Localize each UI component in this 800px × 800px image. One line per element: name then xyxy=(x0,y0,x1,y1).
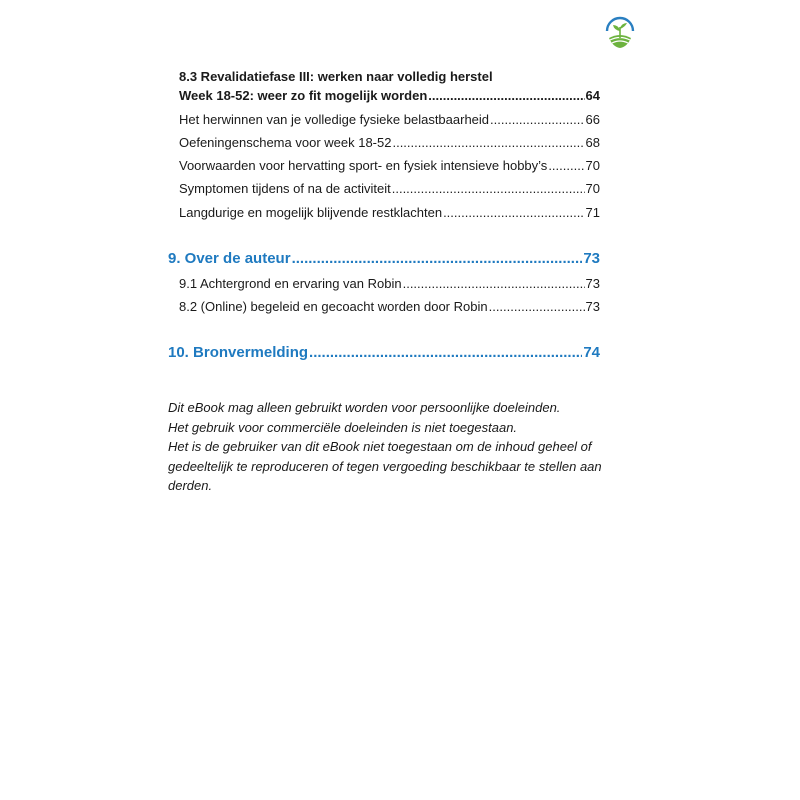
disclaimer-line: Dit eBook mag alleen gebruikt worden voor persoonlijke doeleinden. xyxy=(168,400,561,415)
disclaimer xyxy=(168,398,608,496)
toc-entry-page: 66 xyxy=(585,112,600,127)
toc-entry[interactable] xyxy=(179,112,600,127)
section-heading-8-3: 8.3 Revalidatiefase III: werken naar volledig herstel xyxy=(179,69,493,84)
toc-entry[interactable] xyxy=(179,158,600,173)
disclaimer-line: Het is de gebruiker van dit eBook niet toegestaan om de inhoud geheel of gedeeltelijk te reproduceren of tegen vergoeding beschikbaar te stellen aan derden. xyxy=(168,439,602,493)
toc-chapter-title: 10. Bronvermelding xyxy=(168,344,309,361)
disclaimer-line: Het gebruik voor commerciële doeleinden is niet toegestaan. xyxy=(168,419,518,435)
toc-entry-page: 73 xyxy=(585,276,600,291)
toc-entry[interactable] xyxy=(179,205,600,220)
toc-entry[interactable] xyxy=(179,299,600,314)
sprout-globe-icon xyxy=(603,16,637,50)
toc-entry-week-18-52[interactable] xyxy=(179,88,600,103)
toc-entry-title: Het herwinnen van je volledige fysieke belastbaarheid xyxy=(179,112,490,127)
toc-chapter-title: 9. Over de auteur xyxy=(168,250,291,267)
toc-entry-title: Symptomen tijdens of na de activiteit xyxy=(179,181,391,196)
toc-entry-title: Oefeningenschema voor week 18-52 xyxy=(179,135,392,150)
toc-chapter-9[interactable] xyxy=(168,250,600,267)
toc-chapter-page: 73 xyxy=(583,250,600,267)
toc-entry-title: 9.1 Achtergrond en ervaring van Robin xyxy=(179,276,402,291)
toc-entry[interactable] xyxy=(179,181,600,196)
toc-entry-page: 70 xyxy=(585,158,600,173)
toc-entry[interactable] xyxy=(179,276,600,291)
toc-entry-title: Voorwaarden voor hervatting sport- en fysiek intensieve hobby’s xyxy=(179,158,548,173)
toc-entry[interactable] xyxy=(179,135,600,150)
toc-entry-page: 70 xyxy=(585,181,600,196)
toc-entry-title: Week 18-52: weer zo fit mogelijk worden xyxy=(179,88,428,103)
toc-entry-title: 8.2 (Online) begeleid en gecoacht worden door Robin xyxy=(179,299,488,314)
toc-entry-page: 73 xyxy=(585,299,600,314)
toc-chapter-10[interactable] xyxy=(168,344,600,361)
toc-entry-page: 64 xyxy=(585,88,600,103)
toc-entry-page: 71 xyxy=(585,205,600,220)
toc-chapter-page: 74 xyxy=(583,344,600,361)
toc-entry-title: Langdurige en mogelijk blijvende restklachten xyxy=(179,205,443,220)
toc-entry-page: 68 xyxy=(585,135,600,150)
